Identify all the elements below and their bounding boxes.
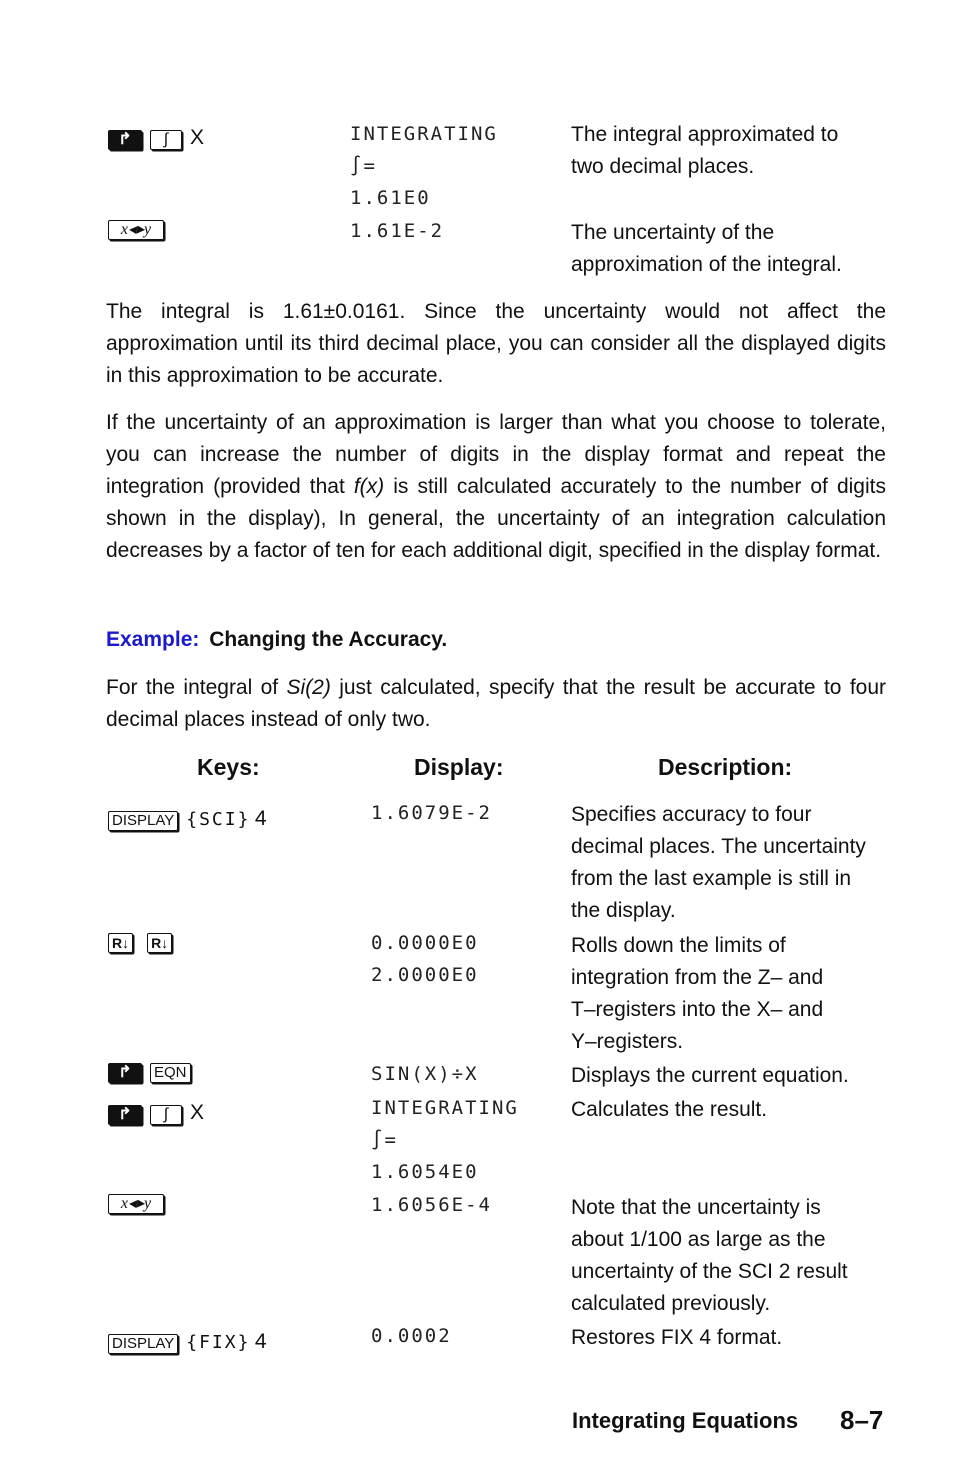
roll-down-key[interactable]: R↓ <box>108 933 133 953</box>
keys-integrate-x <box>108 122 204 154</box>
roll-down-key[interactable]: R↓ <box>147 933 172 953</box>
desc-line: integration from the Z– and <box>571 966 824 989</box>
xy-swap-key[interactable]: x◂▸y <box>108 220 164 240</box>
display-key[interactable]: DISPLAY <box>108 811 178 831</box>
keys-roll-down <box>108 933 180 953</box>
desc-line: from the last example is still in <box>571 867 852 890</box>
eqn-key[interactable]: EQN <box>150 1063 191 1083</box>
description-row-5 <box>571 1192 848 1320</box>
text-run: If the uncertainty of an approximation is larger than what you choose to tolerate, you can increase the number of digits in the display format and repeat the integration (provided that <box>106 411 886 498</box>
keys-display-fix <box>108 1326 267 1359</box>
desc-line: Rolls down the limits of <box>571 934 786 957</box>
keys-shift-eqn <box>108 1063 199 1083</box>
text-si: Si(2) <box>286 676 331 699</box>
description-row-4 <box>571 1094 767 1126</box>
desc-line: Calculates the result. <box>571 1098 768 1121</box>
fix-menu[interactable] <box>186 1330 250 1353</box>
text-fx: f(x) <box>353 475 385 498</box>
xy-swap-key[interactable]: x◂▸y <box>108 1194 164 1214</box>
digit-four: 4 <box>254 807 267 830</box>
header-keys: Keys: <box>197 754 260 780</box>
keys-xy-swap-2 <box>108 1194 172 1214</box>
paragraph-uncertainty-general <box>106 407 886 567</box>
desc-line: T–registers into the X– and <box>571 998 824 1021</box>
lcd-line: SIN(X)÷X <box>371 1063 479 1085</box>
digit-four: 4 <box>254 1330 267 1353</box>
description-uncertainty-1 <box>571 217 842 281</box>
keys-xy-swap-1 <box>108 220 172 240</box>
variable-x: X <box>190 126 205 149</box>
example-label: Example: <box>106 628 200 651</box>
display-uncertainty-1 <box>350 215 444 247</box>
description-row-3 <box>571 1060 849 1092</box>
desc-line: calculated previously. <box>571 1292 771 1315</box>
menu-label: {FIX} <box>186 1332 251 1353</box>
footer-page-number: 8–7 <box>840 1405 884 1435</box>
desc-line: approximation of the integral. <box>571 253 842 276</box>
desc-line: Restores FIX 4 format. <box>571 1326 783 1349</box>
desc-line: Specifies accuracy to four <box>571 803 812 826</box>
lcd-line: 1.6079E-2 <box>371 802 492 824</box>
lcd-line: 1.6056E-4 <box>371 1194 492 1216</box>
integrate-key[interactable]: ∫ <box>150 130 182 150</box>
desc-line: Displays the current equation. <box>571 1064 849 1087</box>
text-run: For the integral of <box>106 676 287 699</box>
lcd-line: INTEGRATING <box>350 123 498 145</box>
paragraph-example-intro <box>106 672 886 736</box>
desc-line: the display. <box>571 899 676 922</box>
text-run: just calculated, specify that the result be accurate to four decimal places instead of only two. <box>106 676 887 731</box>
display-row-3 <box>371 1058 479 1090</box>
menu-label: {SCI} <box>186 809 251 830</box>
paragraph-integral-result: The integral is 1.61±0.0161. Since the uncertainty would not affect the approximation until its third decimal place, you can consider all the displayed digits in this approximation to be accurate. <box>106 300 886 387</box>
integrate-key[interactable]: ∫ <box>150 1105 182 1125</box>
display-key[interactable]: DISPLAY <box>108 1334 178 1354</box>
lcd-line: ∫= <box>371 1129 398 1151</box>
header-display: Display: <box>414 754 504 780</box>
shift-key[interactable]: ↱ <box>108 1105 142 1125</box>
lcd-line: 0.0002 <box>371 1325 452 1347</box>
desc-line: decimal places. The uncertainty <box>571 835 866 858</box>
display-row-1 <box>371 797 492 829</box>
lcd-line: ∫= <box>350 155 377 177</box>
desc-line: about 1/100 as large as the <box>571 1228 826 1251</box>
description-row-2 <box>571 930 823 1058</box>
shift-key[interactable]: ↱ <box>108 130 142 150</box>
header-description: Description: <box>658 754 793 780</box>
desc-line: The integral approximated to <box>571 123 839 146</box>
desc-line: Note that the uncertainty is <box>571 1196 821 1219</box>
desc-line: two decimal places. <box>571 155 755 178</box>
description-integral-approx <box>571 119 838 183</box>
example-heading <box>106 628 447 652</box>
keys-display-sci <box>108 803 267 836</box>
desc-line: uncertainty of the SCI 2 result <box>571 1260 848 1283</box>
display-row-6 <box>371 1320 452 1352</box>
display-row-5 <box>371 1189 492 1221</box>
lcd-line: 1.61E0 <box>350 187 431 209</box>
example-title: Changing the Accuracy. <box>209 628 448 651</box>
description-row-1 <box>571 799 866 927</box>
shift-key[interactable]: ↱ <box>108 1063 142 1083</box>
lcd-line: 1.61E-2 <box>350 220 445 242</box>
text-run: is still calculated accurately to the number of digits shown in the display), In general, the uncertainty of an integration calculation decreases by a factor of ten for each additional digit, specified in the display format. <box>106 475 886 562</box>
lcd-line: 2.0000E0 <box>371 964 479 986</box>
desc-line: Y–registers. <box>571 1030 684 1053</box>
description-row-6 <box>571 1322 782 1354</box>
lcd-line: 0.0000E0 <box>371 932 479 954</box>
lcd-line: INTEGRATING <box>371 1097 519 1119</box>
display-row-2 <box>371 927 479 991</box>
display-row-4 <box>371 1092 519 1188</box>
desc-line: The uncertainty of the <box>571 221 775 244</box>
footer-section-title: Integrating Equations <box>572 1408 799 1433</box>
variable-x: X <box>190 1101 205 1124</box>
display-integrating <box>350 118 498 214</box>
lcd-line: 1.6054E0 <box>371 1161 479 1183</box>
keys-integrate-x-2 <box>108 1097 204 1129</box>
sci-menu[interactable] <box>186 807 250 830</box>
